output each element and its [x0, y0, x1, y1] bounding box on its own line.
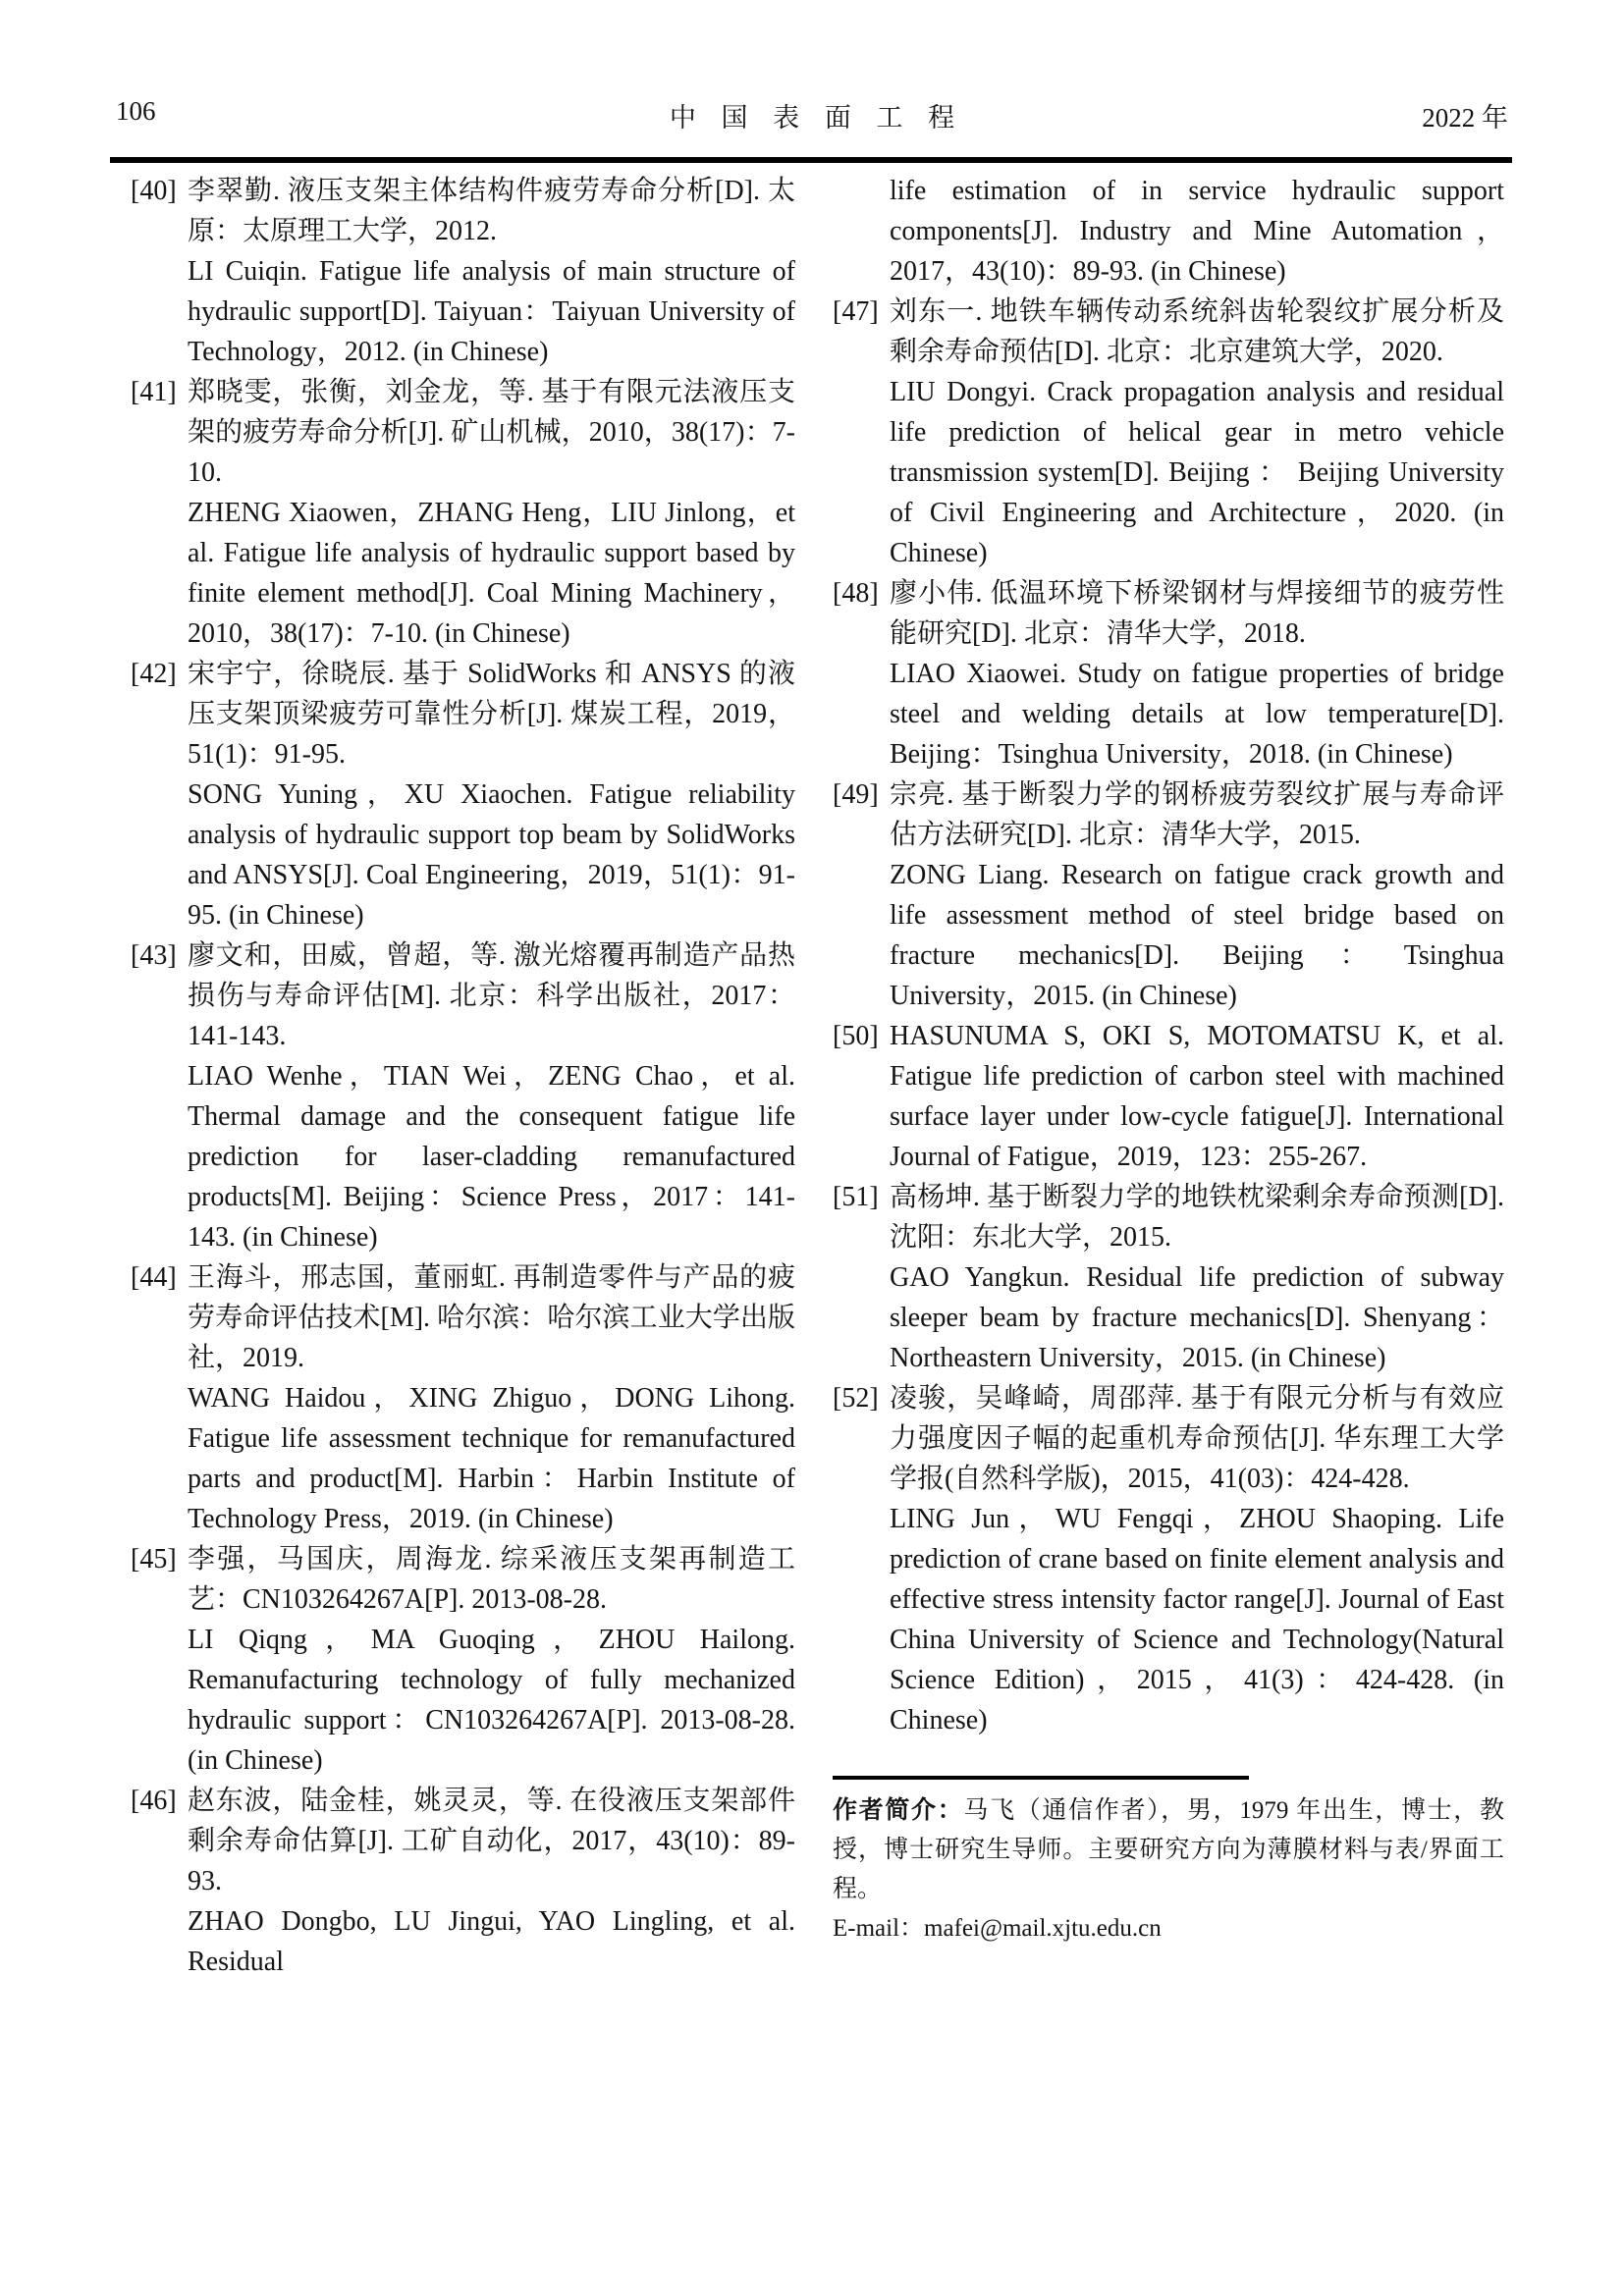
reference-label: [52] [833, 1383, 879, 1414]
reference-text-cn: 宗亮. 基于断裂力学的钢桥疲劳裂纹扩展与寿命评估方法研究[D]. 北京：清华大学，2015. [890, 779, 1504, 850]
reference-text-en: life estimation of in service hydraulic support components[J]. Industry and Mine Automation， 2017，43(10)：89-93. (in Chinese) [890, 176, 1504, 287]
reference-text-en: LING Jun，WU Fengqi，ZHOU Shaoping. Life prediction of crane based on finite element analysis and effective stress intensity factor range[J]. Journal of East China University of Science and Technology(Natural Science Edition)，2015，41(3)：424-428. (in Chinese) [890, 1504, 1504, 1735]
reference-label: [42] [131, 659, 177, 689]
reference-text-en: ZHENG Xiaowen，ZHANG Heng，LIU Jinlong，et al. Fatigue life analysis of hydraulic support based by finite element method[J]. Coal Mining Machinery，2010，38(17)：7-10. (in Chinese) [188, 498, 795, 649]
reference-text-en: GAO Yangkun. Residual life prediction of subway sleeper beam by fracture mechanics[D]. Shenyang：Northeastern University，2015. (in Chinese) [890, 1262, 1504, 1373]
reference-item [131, 654, 795, 935]
reference-text-cn: 宋宇宁，徐晓辰. 基于 SolidWorks 和 ANSYS 的液压支架顶梁疲劳可靠性分析[J]. 煤炭工程，2019，51(1)：91-95. [188, 659, 795, 770]
reference-text-cn: 刘东一. 地铁车辆传动系统斜齿轮裂纹扩展分析及剩余寿命预估[D]. 北京：北京建筑大学，2020. [890, 296, 1504, 367]
reference-label: [50] [833, 1021, 879, 1051]
header-year: 2022 年 [1422, 103, 1508, 133]
reference-item [833, 774, 1504, 1016]
reference-text-cn: 廖文和，田威，曾超，等. 激光熔覆再制造产品热损伤与寿命评估[M]. 北京：科学出版社，2017：141-143. [188, 940, 795, 1051]
reference-label: [46] [131, 1786, 177, 1816]
email-line [833, 1909, 1504, 1949]
footnote-rule [833, 1776, 1249, 1780]
reference-label: [45] [131, 1544, 177, 1575]
reference-text-en: LI Cuiqin. Fatigue life analysis of main structure of hydraulic support[D]. Taiyuan：Taiyuan University of Technology，2012. (in Chinese) [188, 256, 795, 367]
author-bio [833, 1791, 1504, 1909]
reference-text-cn: 李强，马国庆，周海龙. 综采液压支架再制造工艺：CN103264267A[P]. 2013-08-28. [188, 1544, 795, 1615]
reference-text-en: LI Qiqng，MA Guoqing，ZHOU Hailong. Remanufacturing technology of fully mechanized hydraulic support：CN103264267A[P]. 2013-08-28. (in Chinese) [188, 1625, 795, 1776]
reference-text-cn: 李翠勤. 液压支架主体结构件疲劳寿命分析[D]. 太原：太原理工大学，2012. [188, 176, 795, 246]
reference-label: [51] [833, 1182, 879, 1212]
reference-text-cn: 高杨坤. 基于断裂力学的地铁枕梁剩余寿命预测[D]. 沈阳：东北大学，2015. [890, 1182, 1504, 1253]
reference-text-cn: 王海斗，邢志国，董丽虹. 再制造零件与产品的疲劳寿命评估技术[M]. 哈尔滨：哈尔滨工业大学出版社，2019. [188, 1262, 795, 1373]
reference-item [833, 1177, 1504, 1378]
reference-item [131, 1257, 795, 1539]
reference-label: [41] [131, 377, 177, 407]
reference-text-en: LIAO Xiaowei. Study on fatigue properties of bridge steel and welding details at low temperature[D]. Beijing：Tsinghua University，2018. (in Chinese) [890, 659, 1504, 770]
reference-text-en: LIU Dongyi. Crack propagation analysis and residual life prediction of helical gear in metro vehicle transmission system[D]. Beijing ： Beijing University of Civil Engineering and Architecture，2020. (in Chinese) [890, 377, 1504, 568]
reference-label: [43] [131, 940, 177, 971]
author-bio-text: 马飞（通信作者），男，1979 年出生，博士，教授，博士研究生导师。主要研究方向为薄膜材料与表/界面工程。 [833, 1797, 1504, 1902]
right-column [833, 171, 1504, 1982]
reference-text-cn: 郑晓雯，张衡，刘金龙，等. 基于有限元法液压支架的疲劳寿命分析[J]. 矿山机械，2010，38(17)：7-10. [188, 377, 795, 488]
reference-item [131, 372, 795, 654]
author-bio-label: 作者简介： [833, 1797, 964, 1824]
reference-text-en: LIAO Wenhe，TIAN Wei，ZENG Chao，et al. Thermal damage and the consequent fatigue life prediction for laser-cladding remanufactured products[M]. Beijing：Science Press，2017：141-143. (in Chinese) [188, 1061, 795, 1253]
reference-item [833, 1016, 1504, 1177]
reference-item [833, 292, 1504, 573]
reference-item [131, 171, 795, 372]
reference-label: [48] [833, 578, 879, 609]
reference-text-en: WANG Haidou，XING Zhiguo，DONG Lihong. Fatigue life assessment technique for remanufactured parts and product[M]. Harbin：Harbin Institute of Technology Press，2019. (in Chinese) [188, 1383, 795, 1534]
reference-item [131, 1539, 795, 1781]
reference-item [833, 1378, 1504, 1740]
reference-text-cn: 廖小伟. 低温环境下桥梁钢材与焊接细节的疲劳性能研究[D]. 北京：清华大学，2018. [890, 578, 1504, 649]
reference-text-en: ZHAO Dongbo, LU Jingui, YAO Lingling, et al. Residual [188, 1906, 795, 1977]
page-header [116, 96, 1508, 139]
left-column [131, 171, 795, 1982]
reference-text-en: ZONG Liang. Research on fatigue crack growth and life assessment method of steel bridge based on fracture mechanics[D]. Beijing：Tsinghua University，2015. (in Chinese) [890, 860, 1504, 1011]
reference-continuation [833, 171, 1504, 292]
reference-text-en: HASUNUMA S, OKI S, MOTOMATSU K, et al. Fatigue life prediction of carbon steel with machined surface layer under low-cycle fatigue[J]. International Journal of Fatigue，2019，123：255-267. [890, 1021, 1504, 1172]
reference-text-cn: 赵东波，陆金桂，姚灵灵，等. 在役液压支架部件剩余寿命估算[J]. 工矿自动化，2017，43(10)：89-93. [188, 1786, 795, 1896]
reference-label: [49] [833, 779, 879, 810]
reference-label: [44] [131, 1262, 177, 1293]
email-label: E-mail： [833, 1915, 925, 1942]
reference-item [131, 935, 795, 1257]
reference-item [131, 1781, 795, 1982]
reference-text-cn: 凌骏，吴峰崎，周邵萍. 基于有限元分析与有效应力强度因子幅的起重机寿命预估[J]. 华东理工大学学报(自然科学版)，2015，41(03)：424-428. [890, 1383, 1504, 1494]
reference-list [131, 171, 1504, 1982]
email-address: mafei@mail.xjtu.edu.cn [924, 1915, 1162, 1942]
author-bio-footnote [833, 1776, 1504, 1949]
reference-text-en: SONG Yuning，XU Xiaochen. Fatigue reliability analysis of hydraulic support top beam by SolidWorks and ANSYS[J]. Coal Engineering，2019，51(1)：91-95. (in Chinese) [188, 779, 795, 931]
page-number: 106 [116, 96, 156, 126]
journal-title: 中国表面工程 [669, 103, 980, 133]
reference-label: [40] [131, 176, 177, 206]
header-rule [110, 157, 1512, 163]
reference-item [833, 573, 1504, 774]
reference-label: [47] [833, 296, 879, 327]
